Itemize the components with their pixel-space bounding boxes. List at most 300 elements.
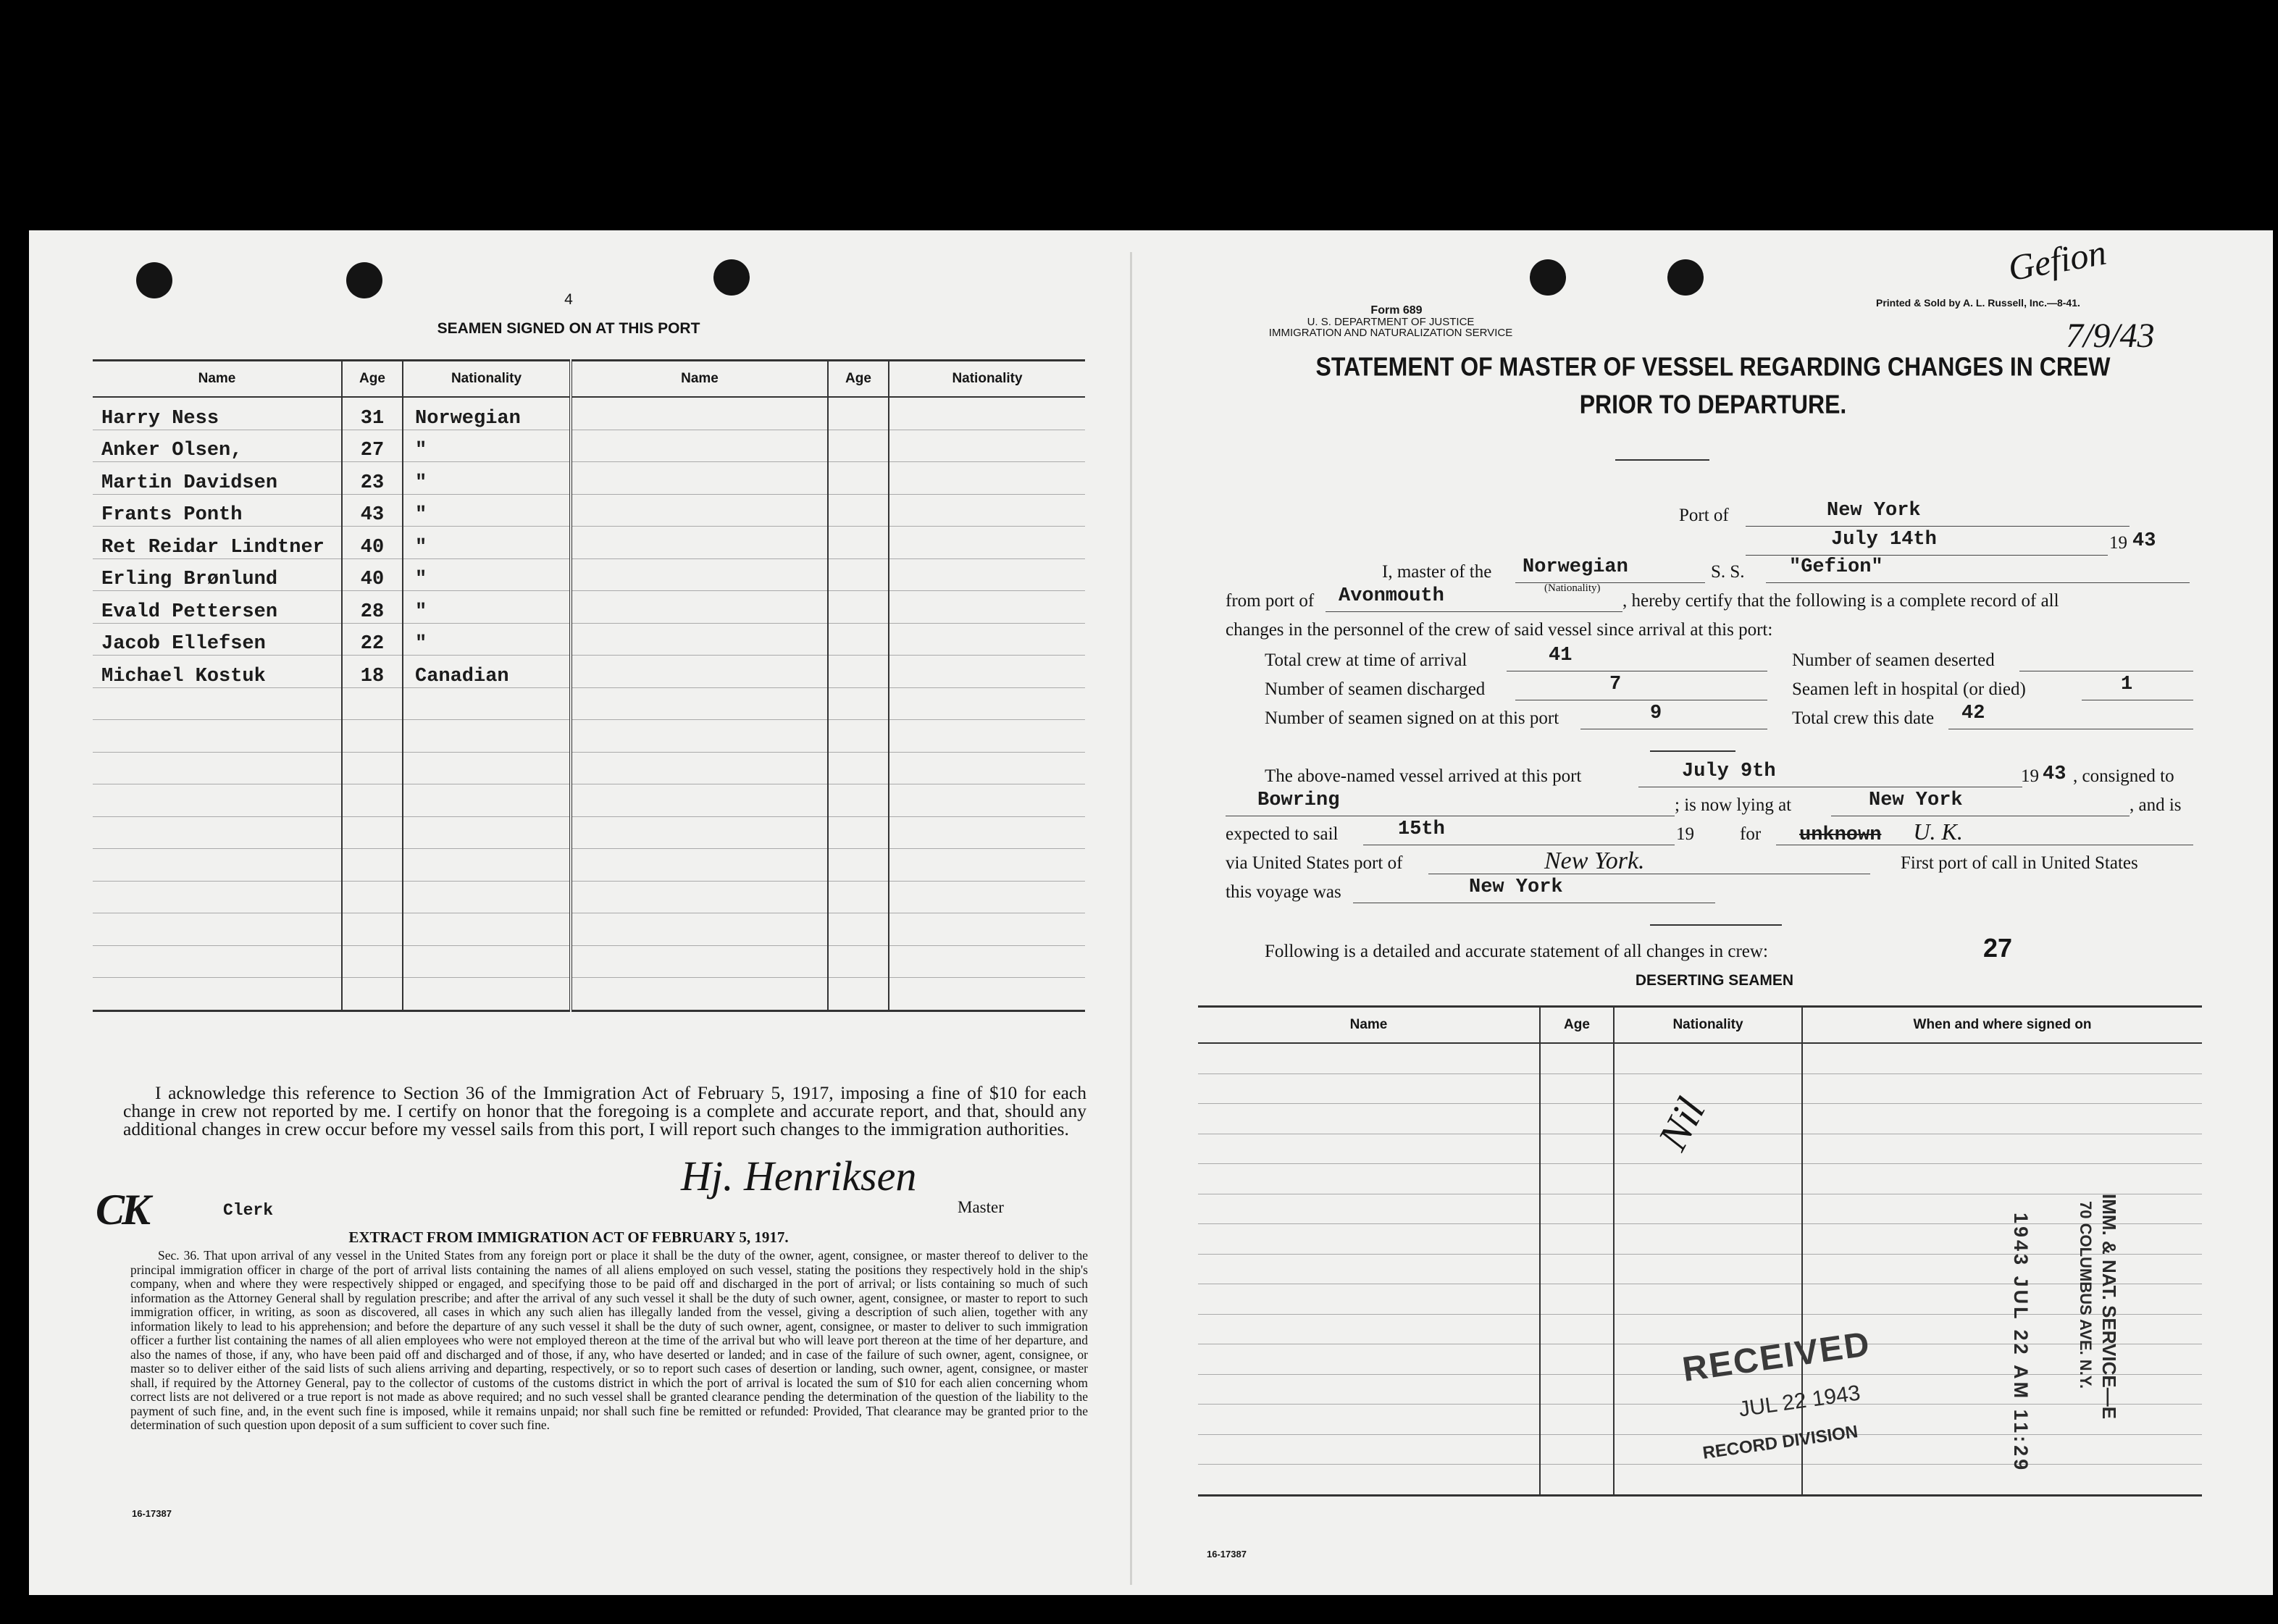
- acknowledgement-text: I acknowledge this reference to Section 36 of the Immigration Act of February 5, 1917, imposing a fine of $10 for each change in crew not reported by me. I certify on honor that the foregoing is a complete and accurate report, and that, should any additional changes in crew occur before my vessel sails from this port, I will report such changes to the immigration authorities.: [123, 1082, 1086, 1139]
- seaman-age: [828, 397, 889, 430]
- seaman-age: [342, 720, 403, 753]
- deserter-name: [1198, 1164, 1540, 1194]
- deserter-signed-on: [1802, 1134, 2202, 1164]
- total-today-field: [1948, 703, 2193, 729]
- seaman-age: [342, 784, 403, 817]
- seamen-signed-on-table: [93, 359, 1085, 1012]
- seaman-age: [342, 913, 403, 946]
- via-port-value: New York.: [1544, 847, 1645, 874]
- lying-label: ; is now lying at: [1675, 795, 1792, 815]
- seaman-name: [571, 527, 828, 559]
- seaman-age: 18: [342, 656, 403, 688]
- deserter-signed-on: [1802, 1284, 2202, 1315]
- seaman-age: [828, 494, 889, 527]
- form-title-line1: STATEMENT OF MASTER OF VESSEL REGARDING CHANGES IN CREW: [1315, 351, 2111, 382]
- for-label: for: [1740, 824, 1762, 844]
- deserter-signed-on: [1802, 1465, 2202, 1496]
- deserter-name: [1198, 1284, 1540, 1315]
- seaman-name: [571, 816, 828, 849]
- deserter-name: [1198, 1224, 1540, 1255]
- seaman-name: [571, 397, 828, 430]
- seaman-nationality: [403, 913, 571, 946]
- table-row: [93, 978, 1085, 1011]
- discharged-label: Number of seamen discharged: [1265, 679, 1486, 699]
- page-fold: [1130, 252, 1132, 1585]
- seaman-name: [571, 978, 828, 1011]
- extract-title: EXTRACT FROM IMMIGRATION ACT OF FEBRUARY 5, 1917.: [348, 1229, 789, 1246]
- deserter-age: [1540, 1405, 1614, 1435]
- divider: [1615, 459, 1709, 461]
- seaman-age: 22: [342, 623, 403, 656]
- port-field: [1746, 500, 2130, 527]
- deserter-signed-on: [1802, 1224, 2202, 1255]
- from-port-label: from port of: [1226, 591, 1315, 611]
- seaman-name: [571, 462, 828, 495]
- seaman-name: [93, 978, 342, 1011]
- record-division-stamp: RECORD DIVISION: [1701, 1422, 1859, 1463]
- total-today-value: 42: [1961, 703, 1985, 724]
- seaman-name: Anker Olsen,: [93, 430, 342, 462]
- service-stamp-line2: 70 COLUMBUS AVE. N.Y.: [2077, 1201, 2095, 1389]
- deserter-age: [1540, 1344, 1614, 1375]
- corner-vessel-note: Gefion: [2005, 231, 2109, 289]
- seaman-age: [828, 913, 889, 946]
- arrived-year-prefix: 19: [2021, 766, 2039, 786]
- department: U. S. DEPARTMENT OF JUSTICE: [1307, 316, 1475, 328]
- deserter-signed-on: [1802, 1254, 2202, 1284]
- consignee-field: [1226, 790, 1675, 816]
- seaman-name: [571, 430, 828, 462]
- table-row: [93, 881, 1085, 913]
- form-number: Form 689: [1370, 304, 1423, 317]
- seaman-nationality: [403, 816, 571, 849]
- table-row: [1198, 1194, 2202, 1224]
- deserter-nationality: [1614, 1043, 1802, 1073]
- hospital-field: [2082, 674, 2193, 700]
- seaman-age: 40: [342, 558, 403, 591]
- deserter-nationality: [1614, 1194, 1802, 1224]
- from-port-value: Avonmouth: [1339, 585, 1444, 607]
- seaman-age: [828, 430, 889, 462]
- seaman-age: [342, 752, 403, 784]
- seaman-name: [571, 720, 828, 753]
- seaman-nationality: [889, 527, 1085, 559]
- deserter-name: [1198, 1134, 1540, 1164]
- seaman-age: [828, 881, 889, 913]
- service: IMMIGRATION AND NATURALIZATION SERVICE: [1268, 327, 1513, 339]
- clerk-label: Clerk: [223, 1201, 274, 1220]
- seaman-name: [93, 720, 342, 753]
- seaman-nationality: ": [403, 558, 571, 591]
- seaman-name: Frants Ponth: [93, 494, 342, 527]
- seaman-nationality: [403, 687, 571, 720]
- punch-hole: [1530, 259, 1566, 296]
- table-row: [93, 720, 1085, 753]
- seaman-name: [93, 784, 342, 817]
- vessel-name-value: "Gefion": [1789, 556, 1883, 578]
- deserter-signed-on: [1802, 1374, 2202, 1405]
- deserter-age: [1540, 1374, 1614, 1405]
- expected-year-prefix: 19: [1676, 824, 1694, 844]
- seaman-nationality: [889, 978, 1085, 1011]
- deserter-age: [1540, 1134, 1614, 1164]
- seaman-age: [342, 816, 403, 849]
- col-header-name: Name: [571, 361, 828, 398]
- discharged-value: 7: [1609, 674, 1622, 695]
- table-row: [1198, 1254, 2202, 1284]
- deserter-signed-on: [1802, 1405, 2202, 1435]
- seaman-age: [342, 945, 403, 978]
- seaman-nationality: ": [403, 430, 571, 462]
- deserter-nationality: [1614, 1134, 1802, 1164]
- seaman-name: [571, 494, 828, 527]
- table-row: [1198, 1164, 2202, 1194]
- seaman-name: Martin Davidsen: [93, 462, 342, 495]
- deserter-nationality: [1614, 1465, 1802, 1496]
- and-is-label: , and is: [2130, 795, 2182, 815]
- deserter-name: [1198, 1434, 1540, 1465]
- service-stamp-line1: IMM. & NAT. SERVICE—E: [2098, 1194, 2120, 1420]
- table-row: [93, 527, 1085, 559]
- seaman-age: 28: [342, 591, 403, 624]
- deserter-signed-on: [1802, 1073, 2202, 1104]
- nationality-field: [1515, 556, 1705, 583]
- seaman-name: [571, 687, 828, 720]
- seaman-nationality: [403, 720, 571, 753]
- seaman-age: [828, 623, 889, 656]
- seaman-name: [571, 849, 828, 882]
- deserter-age: [1540, 1224, 1614, 1255]
- first-call-value: New York: [1469, 876, 1563, 898]
- table-row: [93, 752, 1085, 784]
- seaman-age: [828, 849, 889, 882]
- deserter-age: [1540, 1194, 1614, 1224]
- seaman-nationality: [889, 881, 1085, 913]
- via-label: via United States port of: [1226, 853, 1403, 873]
- table-row: [93, 784, 1085, 817]
- seaman-nationality: ": [403, 494, 571, 527]
- nil-note: Nil: [1649, 1089, 1714, 1158]
- nationality-value: Norwegian: [1523, 556, 1628, 578]
- table-row: [93, 462, 1085, 495]
- nationality-caption: (Nationality): [1544, 582, 1601, 594]
- col-header-name: Name: [93, 361, 342, 398]
- table-row: [1198, 1405, 2202, 1435]
- total-crew-arrival-value: 41: [1549, 645, 1573, 666]
- table-row: [1198, 1465, 2202, 1496]
- seaman-name: Harry Ness: [93, 397, 342, 430]
- seaman-age: 40: [342, 527, 403, 559]
- destination-struck-value: unknown: [1799, 824, 1882, 846]
- deserter-age: [1540, 1465, 1614, 1496]
- voyage-label: this voyage was: [1226, 882, 1341, 902]
- table-row: [93, 623, 1085, 656]
- deserter-nationality: [1614, 1073, 1802, 1104]
- deserter-signed-on: [1802, 1164, 2202, 1194]
- deserter-age: [1540, 1314, 1614, 1344]
- table-header-row: [1198, 1007, 2202, 1044]
- date-field: [1746, 529, 2108, 556]
- deserter-signed-on: [1802, 1194, 2202, 1224]
- seaman-name: [571, 558, 828, 591]
- seaman-nationality: [889, 430, 1085, 462]
- first-call-field: [1353, 876, 1715, 903]
- seaman-age: [828, 945, 889, 978]
- table-row: [1198, 1073, 2202, 1104]
- service-stamp-datetime: 1943 JUL 22 AM 11:29: [2010, 1213, 2032, 1473]
- signed-on-value: 9: [1650, 703, 1662, 724]
- deserter-name: [1198, 1254, 1540, 1284]
- year-prefix: 19: [2109, 533, 2127, 553]
- first-call-label: First port of call in United States: [1901, 853, 2138, 873]
- seaman-nationality: [889, 752, 1085, 784]
- seaman-age: 31: [342, 397, 403, 430]
- punch-hole: [713, 259, 750, 296]
- seaman-name: [571, 784, 828, 817]
- seaman-name: [93, 913, 342, 946]
- clerk-initials: CK: [96, 1186, 148, 1234]
- deserter-name: [1198, 1194, 1540, 1224]
- table-row: [93, 849, 1085, 882]
- seaman-name: [93, 945, 342, 978]
- deserter-name: [1198, 1104, 1540, 1134]
- table-row: [93, 687, 1085, 720]
- deserter-signed-on: [1802, 1043, 2202, 1073]
- extract-body: [130, 1249, 1088, 1433]
- certify-text-1: , hereby certify that the following is a complete record of all: [1622, 591, 2059, 611]
- received-stamp: RECEIVED: [1680, 1325, 1873, 1389]
- seaman-name: [93, 881, 342, 913]
- col-header-nationality: Nationality: [403, 361, 571, 398]
- table-row: [93, 430, 1085, 462]
- seaman-nationality: [889, 720, 1085, 753]
- signed-on-field: [1580, 703, 1767, 729]
- expected-value: 15th: [1398, 819, 1445, 840]
- left-title: SEAMEN SIGNED ON AT THIS PORT: [437, 320, 700, 337]
- lying-at-value: New York: [1869, 790, 1963, 811]
- seaman-name: [93, 687, 342, 720]
- seaman-nationality: ": [403, 591, 571, 624]
- document-sheet: [29, 230, 2273, 1595]
- seaman-nationality: [889, 558, 1085, 591]
- deserter-name: [1198, 1405, 1540, 1435]
- deserter-age: [1540, 1434, 1614, 1465]
- seaman-age: [828, 784, 889, 817]
- corner-date-note: 7/9/43: [2066, 317, 2155, 355]
- total-crew-arrival-label: Total crew at time of arrival: [1265, 650, 1467, 670]
- year-value: 43: [2132, 530, 2156, 552]
- seaman-name: Erling Brønlund: [93, 558, 342, 591]
- seaman-age: [828, 720, 889, 753]
- arrived-field: [1638, 761, 2022, 787]
- col-header-nationality: Nationality: [889, 361, 1085, 398]
- seaman-name: Ret Reidar Lindtner: [93, 527, 342, 559]
- deserter-name: [1198, 1073, 1540, 1104]
- changes-count: 27: [1983, 933, 2013, 963]
- deserter-name: [1198, 1043, 1540, 1073]
- table-row: [93, 494, 1085, 527]
- col-header-age: Age: [1540, 1007, 1614, 1044]
- ss-label: S. S.: [1711, 562, 1745, 582]
- deserter-name: [1198, 1374, 1540, 1405]
- table-row: [1198, 1043, 2202, 1073]
- arrived-value: July 9th: [1682, 761, 1776, 782]
- seaman-nationality: [889, 494, 1085, 527]
- expected-label: expected to sail: [1226, 824, 1339, 844]
- seaman-nationality: [403, 752, 571, 784]
- seaman-age: [828, 816, 889, 849]
- table-row: [93, 913, 1085, 946]
- port-label: Port of: [1679, 506, 1729, 525]
- table-row: [93, 816, 1085, 849]
- seaman-name: [93, 752, 342, 784]
- deserter-age: [1540, 1284, 1614, 1315]
- table-row: [1198, 1434, 2202, 1465]
- deserter-age: [1540, 1073, 1614, 1104]
- deserter-age: [1540, 1043, 1614, 1073]
- seaman-nationality: Canadian: [403, 656, 571, 688]
- seaman-name: [571, 881, 828, 913]
- total-today-label: Total crew this date: [1792, 708, 1935, 728]
- table-row: [93, 656, 1085, 688]
- seaman-nationality: [889, 687, 1085, 720]
- seaman-name: [571, 656, 828, 688]
- divider: [1650, 750, 1735, 752]
- seaman-age: [828, 462, 889, 495]
- seaman-nationality: [889, 913, 1085, 946]
- seaman-nationality: [889, 397, 1085, 430]
- deserter-signed-on: [1802, 1434, 2202, 1465]
- seaman-name: [571, 945, 828, 978]
- deserter-name: [1198, 1465, 1540, 1496]
- seaman-name: [93, 849, 342, 882]
- deserter-signed-on: [1802, 1104, 2202, 1134]
- seaman-nationality: [889, 784, 1085, 817]
- deserter-nationality: [1614, 1254, 1802, 1284]
- deserted-label: Number of seamen deserted: [1792, 650, 1995, 670]
- deserting-seamen-table: [1198, 1005, 2202, 1497]
- table-row: [93, 558, 1085, 591]
- seaman-age: 23: [342, 462, 403, 495]
- deserted-field: [2019, 645, 2193, 671]
- via-port-field: [1428, 847, 1870, 874]
- seaman-nationality: [889, 816, 1085, 849]
- deserter-nationality: [1614, 1164, 1802, 1194]
- col-header-nationality: Nationality: [1614, 1007, 1802, 1044]
- seaman-age: [342, 849, 403, 882]
- page-number: 4: [564, 291, 573, 308]
- seaman-age: [342, 881, 403, 913]
- seaman-nationality: ": [403, 623, 571, 656]
- table-header-row: [93, 361, 1085, 398]
- seaman-nationality: Norwegian: [403, 397, 571, 430]
- seaman-nationality: ": [403, 462, 571, 495]
- deserter-name: [1198, 1344, 1540, 1375]
- col-header-age: Age: [342, 361, 403, 398]
- seaman-nationality: [889, 849, 1085, 882]
- table-row: [1198, 1284, 2202, 1315]
- seaman-nationality: [403, 945, 571, 978]
- port-value: New York: [1827, 500, 1921, 522]
- seaman-age: [828, 558, 889, 591]
- deserter-nationality: [1614, 1284, 1802, 1315]
- seaman-age: [828, 978, 889, 1011]
- seaman-nationality: [403, 978, 571, 1011]
- table-row: [1198, 1224, 2202, 1255]
- seaman-nationality: [889, 945, 1085, 978]
- lying-at-field: [1831, 790, 2130, 816]
- seaman-age: [342, 687, 403, 720]
- arrived-label: The above-named vessel arrived at this port: [1265, 766, 1582, 786]
- table-row: [93, 397, 1085, 430]
- divider: [1650, 924, 1782, 926]
- extract-text: Sec. 36. That upon arrival of any vessel in the United States from any foreign port or place it shall be the duty of the owner, agent, consignee, or master thereof to deliver to the principal immigration officer in charge of the port of arrival lists containing the names of all aliens employed on such vessel, stating the positions they respectively hold in the ship's company, when and where they were respectively shipped or engaged, and specifying those to be paid off and discharged in the port of arrival; or lists containing so much of such information as the Attorney General shall by regulation prescribe; and after the arrival of any such vessel it shall be the duty of such owner, agent, consignee, or master to report to such immigration officer, in writing, as soon as discovered, all cases in which any such alien has illegally landed from the vessel, giving a description of such alien, together with any information likely to lead to his apprehension; and before the departure of any such vessel it shall be the duty of such owner, agent, consignee, or master to deliver to such immigration officer a further list containing the names of all alien employees who were not employed thereon at the time of the arrival but who will leave port thereon at the time of her departure, and also the names of those, if any, who have been paid off and discharged and of those, if any, who have deserted or landed; and in case of the failure of such owner, agent, consignee, or master so to deliver either of the said lists of such aliens arriving and departing, respectively, or so to report such cases of desertion or landing, such owner, agent, consignee, or master shall, if required by the Attorney General, pay to the collector of customs of the customs district in which the port of arrival is located the sum of $10 for each alien concerning whom correct lists are not delivered or a true report is not made as above required; and no such vessel shall be granted clearance pending the determination of the question of the liability to the payment of such fine, and, in the event such fine is imposed, while it remains unpaid; nor shall such fine be remitted or refunded: Provided, That clearance may be granted prior to the determination of such question upon deposit of a sum sufficient to cover such fine.: [130, 1248, 1088, 1432]
- seaman-age: [828, 527, 889, 559]
- certify-text-2: changes in the personnel of the crew of said vessel since arrival at this port:: [1226, 620, 1773, 640]
- seaman-name: Michael Kostuk: [93, 656, 342, 688]
- printer-note: Printed & Sold by A. L. Russell, Inc.—8-41.: [1876, 297, 2080, 309]
- deserter-nationality: [1614, 1224, 1802, 1255]
- received-stamp-date: JUL 22 1943: [1737, 1381, 1862, 1422]
- seaman-age: 43: [342, 494, 403, 527]
- destination-value: U. K.: [1913, 819, 1963, 845]
- master-signature: Hj. Henriksen: [681, 1152, 917, 1200]
- table-row: [93, 591, 1085, 624]
- seaman-name: [571, 623, 828, 656]
- from-port-field: [1326, 585, 1622, 612]
- deserter-age: [1540, 1104, 1614, 1134]
- seaman-age: 27: [342, 430, 403, 462]
- seaman-age: [828, 656, 889, 688]
- deserter-name: [1198, 1314, 1540, 1344]
- seaman-name: Jacob Ellefsen: [93, 623, 342, 656]
- seaman-nationality: [889, 462, 1085, 495]
- seaman-name: [93, 816, 342, 849]
- hospital-label: Seamen left in hospital (or died): [1792, 679, 2026, 699]
- seaman-name: [571, 752, 828, 784]
- seaman-nationality: [403, 849, 571, 882]
- hospital-value: 1: [2121, 674, 2133, 695]
- seaman-nationality: [889, 623, 1085, 656]
- punch-hole: [1667, 259, 1704, 296]
- consigned-label: , consigned to: [2073, 766, 2174, 786]
- seaman-age: [828, 591, 889, 624]
- seaman-nationality: [403, 784, 571, 817]
- arrived-year-value: 43: [2043, 763, 2066, 785]
- discharged-field: [1515, 674, 1767, 700]
- seaman-name: [571, 913, 828, 946]
- col-header-signed-on: When and where signed on: [1802, 1007, 2202, 1044]
- left-form-code: 16-17387: [132, 1508, 172, 1519]
- seaman-nationality: ": [403, 527, 571, 559]
- date-value: July 14th: [1831, 529, 1937, 551]
- seaman-nationality: [889, 591, 1085, 624]
- deserter-age: [1540, 1164, 1614, 1194]
- vessel-name-field: [1766, 556, 2190, 583]
- right-form-code: 16-17387: [1207, 1549, 1247, 1560]
- seaman-name: [571, 591, 828, 624]
- total-crew-arrival-field: [1507, 645, 1767, 671]
- table-row: [1198, 1314, 2202, 1344]
- master-of-label: I, master of the: [1382, 562, 1492, 582]
- form-title-line2: PRIOR TO DEPARTURE.: [1579, 389, 1847, 419]
- col-header-name: Name: [1198, 1007, 1540, 1044]
- col-header-age: Age: [828, 361, 889, 398]
- deserting-title: DESERTING SEAMEN: [1635, 972, 1794, 989]
- seaman-name: Evald Pettersen: [93, 591, 342, 624]
- destination-field: [1776, 819, 2193, 845]
- deserter-age: [1540, 1254, 1614, 1284]
